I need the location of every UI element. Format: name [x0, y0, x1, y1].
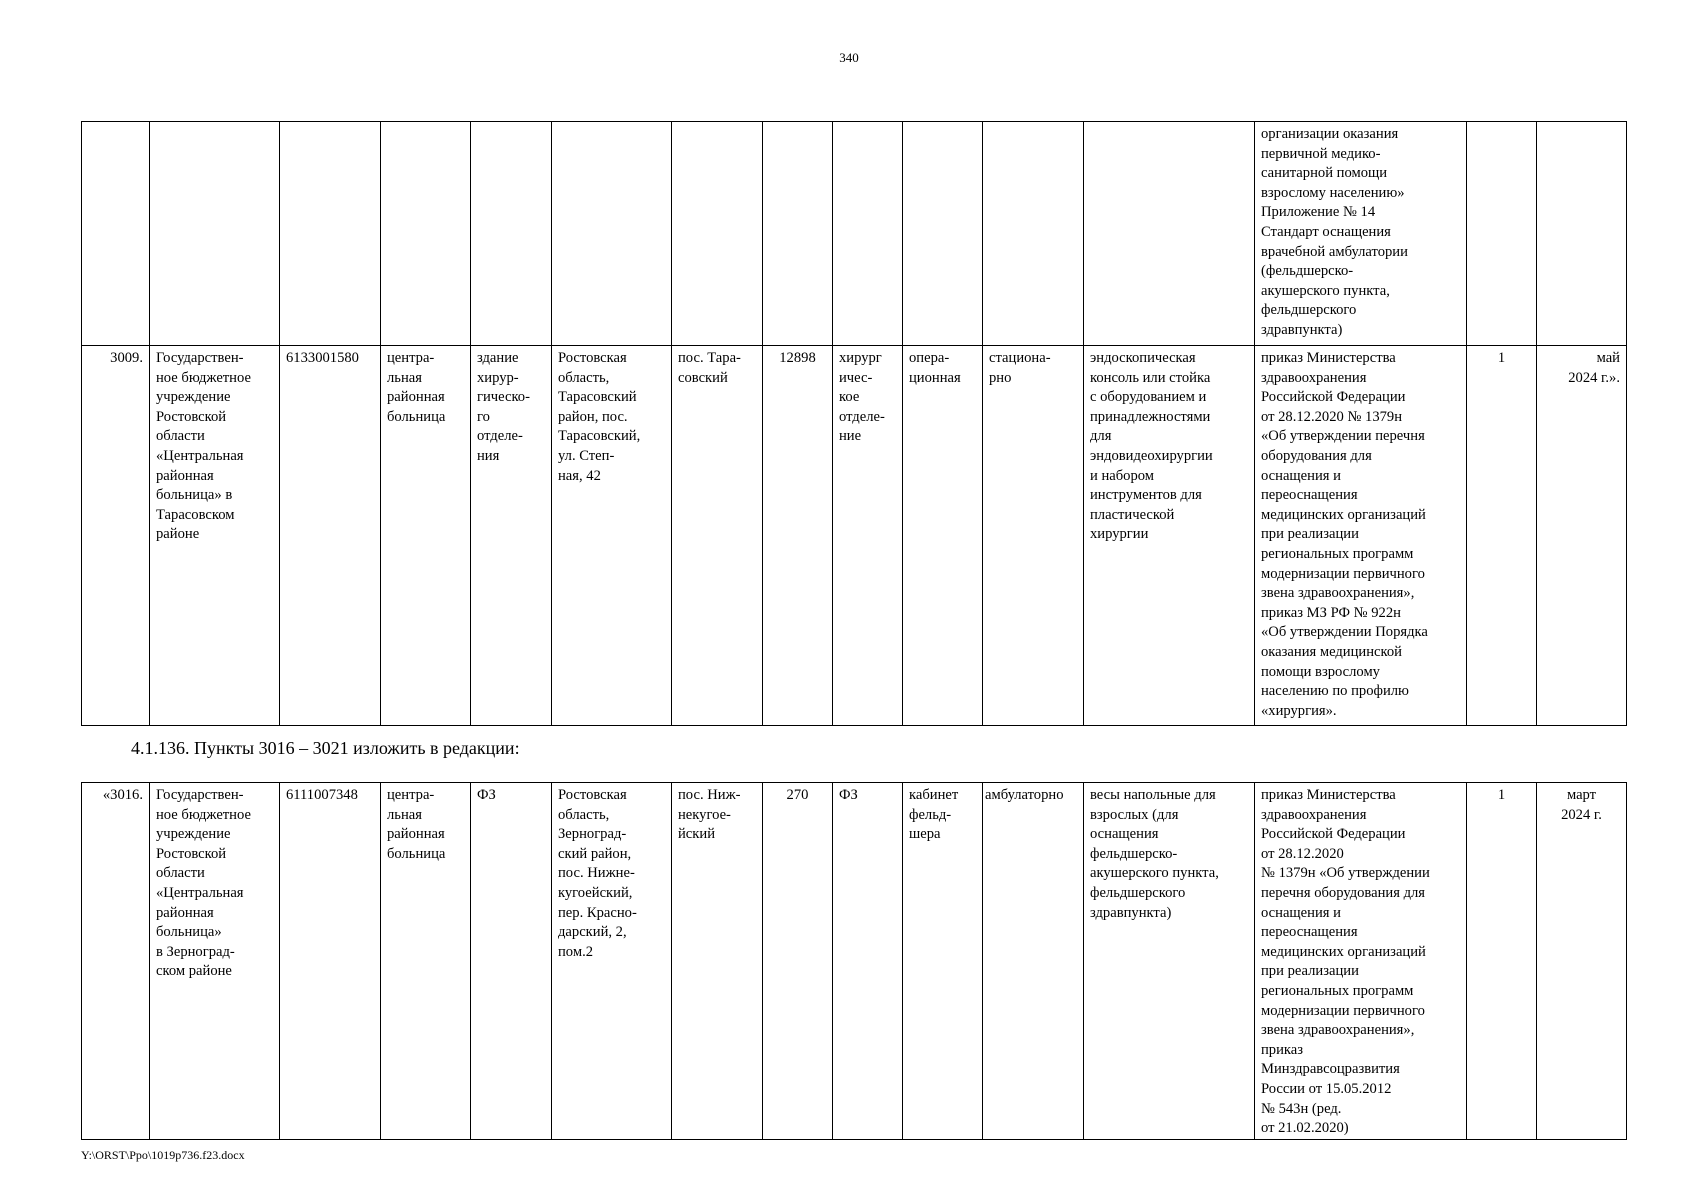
- equipment-cell: весы напольные для взрослых (для оснащения фельдшерско- акушерского пункта, фельдшерского здравпункта): [1084, 783, 1255, 1140]
- table-cell: [1084, 122, 1255, 346]
- building-cell: ФЗ: [471, 783, 552, 1140]
- table-cell: [280, 122, 381, 346]
- care-mode-cell: амбулаторно: [983, 783, 1084, 1140]
- table-cell: [833, 122, 903, 346]
- quantity-cell: 1: [1467, 783, 1537, 1140]
- equipment-table-amended: [81, 782, 1627, 1140]
- organization-cell: Государствен- ное бюджетное учреждение Ростовской области «Центральная районная больница» в Тарасовском районе: [150, 346, 280, 726]
- legal-basis-cell: приказ Министерства здравоохранения Российской Федерации от 28.12.2020 № 1379н «Об утверждении перечня оборудования для оснащения и переоснащения медицинских организаций при реализации региональных программ модернизации первичного звена здравоохранения», приказ МЗ РФ № 922н «Об утверждении Порядка оказания медицинской помощи взрослому населению по профилю «хирургия».: [1255, 346, 1467, 726]
- population-cell: 270: [763, 783, 833, 1140]
- table-cell: [552, 122, 672, 346]
- address-cell: Ростовская область, Тарасовский район, пос. Тарасовский, ул. Степ- ная, 42: [552, 346, 672, 726]
- organization-cell: Государствен- ное бюджетное учреждение Ростовской области «Центральная районная больница» в Зерноград- ском районе: [150, 783, 280, 1140]
- facility-type-cell: центра- льная районная больница: [381, 346, 471, 726]
- table-cell: [150, 122, 280, 346]
- equipment-table-continued: [81, 121, 1627, 726]
- table-cell: [381, 122, 471, 346]
- quantity-cell: 1: [1467, 346, 1537, 726]
- row-number-cell: «3016.: [82, 783, 150, 1140]
- inn-cell: 6111007348: [280, 783, 381, 1140]
- amendment-paragraph: 4.1.136. Пункты 3016 – 3021 изложить в редакции:: [131, 738, 520, 758]
- table-cell: [672, 122, 763, 346]
- table-cell: [903, 122, 983, 346]
- basis-continuation-cell: организации оказания первичной медико- санитарной помощи взрослому населению» Приложение № 14 Стандарт оснащения врачебной амбулатории (фельдшерско- акушерского пункта, фельдшерского здравпункта): [1255, 122, 1467, 346]
- row-number-cell: 3009.: [82, 346, 150, 726]
- address-cell: Ростовская область, Зерноград- ский район, пос. Нижне- кугоейский, пер. Красно- дарский, 2, пом.2: [552, 783, 672, 1140]
- table-cell: [82, 122, 150, 346]
- care-mode-cell: стациона- рно: [983, 346, 1084, 726]
- table-cell: [471, 122, 552, 346]
- date-cell: март 2024 г.: [1537, 783, 1627, 1140]
- table-cell: [983, 122, 1084, 346]
- table-row: [82, 783, 1627, 1140]
- table-cell: [1467, 122, 1537, 346]
- unit-cell: ФЗ: [833, 783, 903, 1140]
- table-row: [82, 346, 1627, 726]
- table-cell: [763, 122, 833, 346]
- room-cell: кабинет фельд- шера: [903, 783, 983, 1140]
- unit-cell: хирург ичес- кое отделе- ние: [833, 346, 903, 726]
- inn-cell: 6133001580: [280, 346, 381, 726]
- building-cell: здание хирур- гическо- го отделе- ния: [471, 346, 552, 726]
- locality-cell: пос. Ниж- некугое- йский: [672, 783, 763, 1140]
- room-cell: опера- ционная: [903, 346, 983, 726]
- date-cell: май 2024 г.».: [1537, 346, 1627, 726]
- page-number: 340: [839, 50, 859, 65]
- file-path-footer: Y:\ORST\Ppo\1019p736.f23.docx: [81, 1148, 245, 1162]
- table-cell: [1537, 122, 1627, 346]
- population-cell: 12898: [763, 346, 833, 726]
- locality-cell: пос. Тара- совский: [672, 346, 763, 726]
- equipment-cell: эндоскопическая консоль или стойка с оборудованием и принадлежностями для эндовидеохирургии и набором инструментов для пластической хирургии: [1084, 346, 1255, 726]
- legal-basis-cell: приказ Министерства здравоохранения Российской Федерации от 28.12.2020 № 1379н «Об утверждении перечня оборудования для оснащения и переоснащения медицинских организаций при реализации региональных программ модернизации первичного звена здравоохранения», приказ Минздравсоцразвития России от 15.05.2012 № 543н (ред. от 21.02.2020): [1255, 783, 1467, 1140]
- table-row: [82, 122, 1627, 346]
- facility-type-cell: центра- льная районная больница: [381, 783, 471, 1140]
